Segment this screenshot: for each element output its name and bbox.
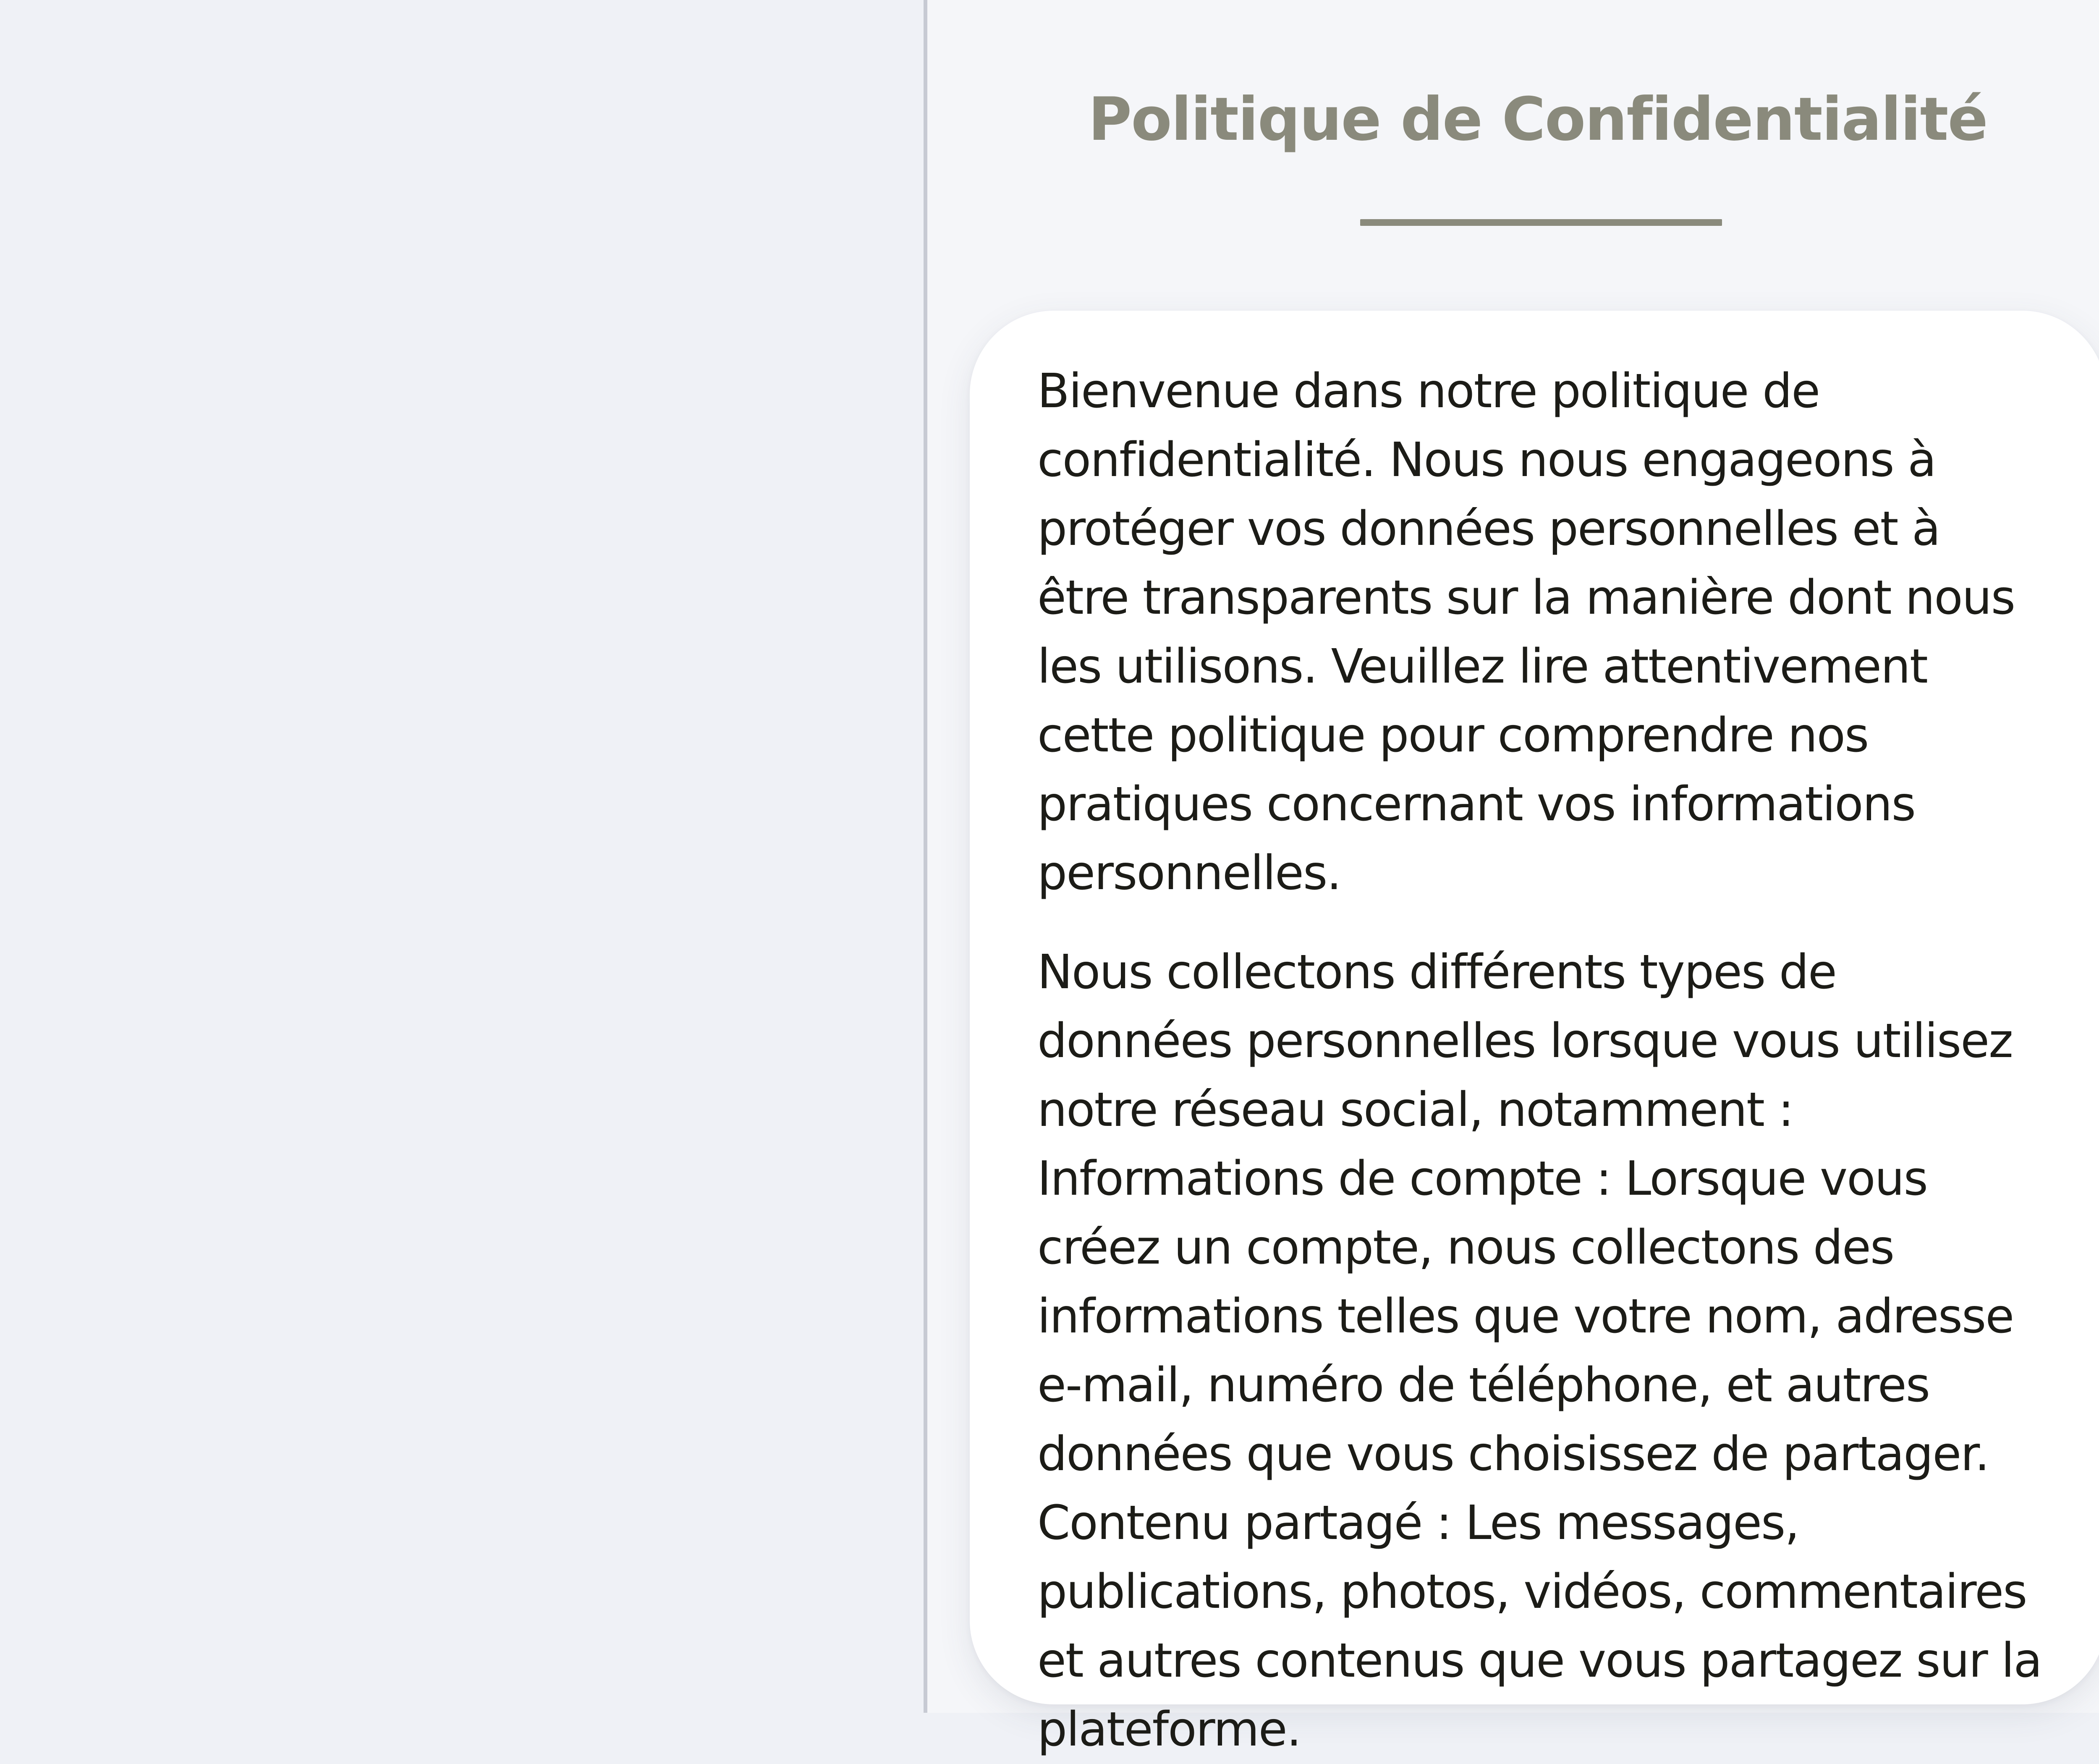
title-divider <box>1360 219 1722 226</box>
account-info-item: Informations de compte : Lorsque vous créez un compte, nous collectons des informations telles que votre nom, adresse e-mail, numéro de téléphone, et autres données que vous choisissez de partager. <box>1037 1152 2014 1481</box>
privacy-policy-text <box>1037 357 2045 1764</box>
collection-intro-paragraph: Nous collectons différents types de données personnelles lorsque vous utilisez notre réseau social, notamment : <box>1037 945 2013 1137</box>
privacy-policy-card[interactable] <box>970 311 2099 1757</box>
app-viewport[interactable] <box>924 0 2099 1757</box>
intro-paragraph: Bienvenue dans notre politique de confidentialité. Nous nous engageons à protéger vos données personnelles et à être transparents sur la manière dont nous les utilisons. Veuillez lire attentivement cette politique pour comprendre nos pratiques concernant vos informations personnelles. <box>1037 364 2015 900</box>
page-title: Politique de Confidentialité <box>1088 85 1987 154</box>
shared-content-item: Contenu partagé : Les messages, publications, photos, vidéos, commentaires et autres contenus que vous partagez sur la plateforme. <box>1037 1496 2041 1757</box>
